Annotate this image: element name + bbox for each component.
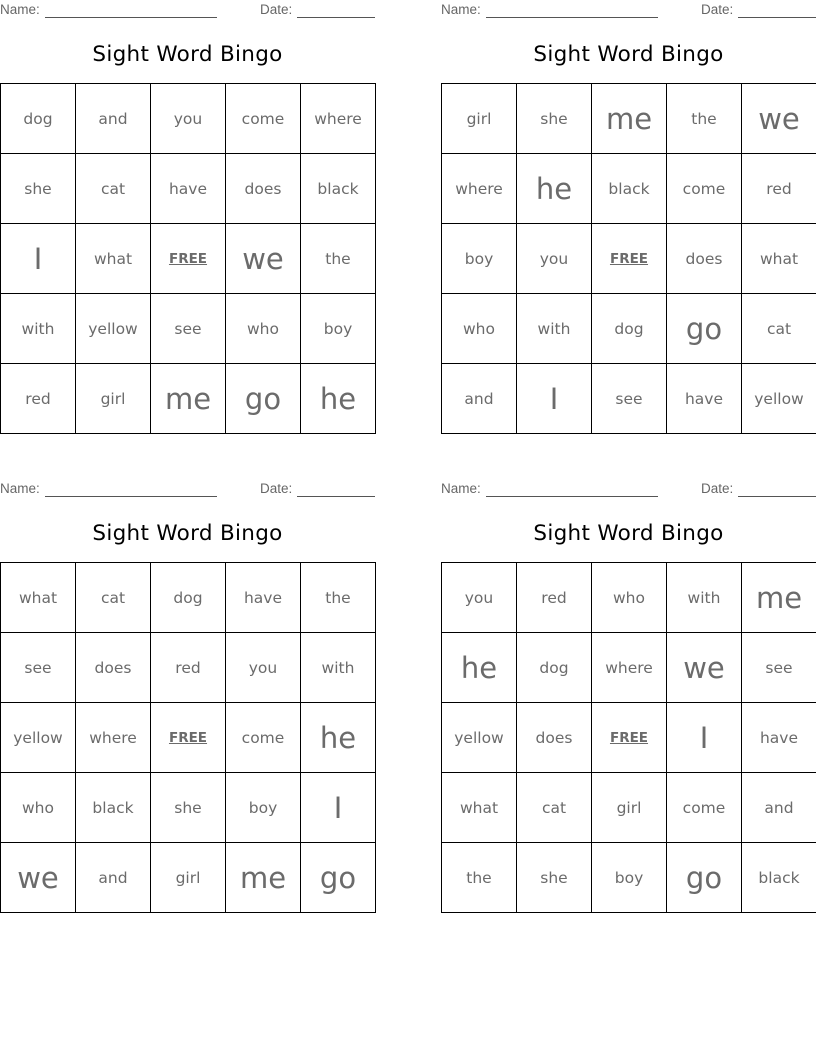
bingo-cell: see — [1, 633, 76, 703]
bingo-cell: red — [517, 563, 592, 633]
name-date-header — [441, 2, 816, 20]
bingo-cell: go — [301, 843, 376, 913]
bingo-cell: he — [517, 154, 592, 224]
bingo-cell: you — [517, 224, 592, 294]
date-label: Date: — [701, 481, 734, 496]
bingo-row — [442, 294, 816, 364]
bingo-row — [1, 294, 376, 364]
bingo-cell: he — [442, 633, 517, 703]
bingo-grid — [441, 83, 816, 434]
bingo-cell: the — [301, 563, 376, 633]
bingo-cell: cat — [742, 294, 816, 364]
bingo-row — [442, 154, 816, 224]
bingo-cell: black — [76, 773, 151, 843]
bingo-cell: dog — [592, 294, 667, 364]
bingo-cell: red — [742, 154, 816, 224]
bingo-card — [441, 479, 816, 915]
bingo-cell: she — [517, 843, 592, 913]
bingo-row — [1, 84, 376, 154]
name-label: Name: — [0, 2, 40, 17]
date-line — [738, 496, 816, 497]
bingo-row — [442, 224, 816, 294]
bingo-cell: me — [151, 364, 226, 434]
bingo-row — [442, 843, 816, 913]
date-line — [738, 17, 816, 18]
bingo-cell: the — [442, 843, 517, 913]
bingo-row — [1, 224, 376, 294]
bingo-cell: I — [301, 773, 376, 843]
free-space: FREE — [592, 703, 667, 773]
bingo-cell: with — [1, 294, 76, 364]
bingo-cell: we — [226, 224, 301, 294]
bingo-cell: he — [301, 364, 376, 434]
bingo-row — [1, 633, 376, 703]
bingo-cell: we — [742, 84, 816, 154]
name-date-header — [0, 481, 375, 499]
bingo-cell: have — [226, 563, 301, 633]
bingo-row — [1, 563, 376, 633]
bingo-cell: and — [742, 773, 816, 843]
bingo-card — [441, 0, 816, 436]
bingo-row — [1, 154, 376, 224]
bingo-cell: go — [667, 294, 742, 364]
bingo-row — [442, 364, 816, 434]
bingo-cell: who — [226, 294, 301, 364]
bingo-cell: she — [517, 84, 592, 154]
bingo-cell: what — [1, 563, 76, 633]
card-title: Sight Word Bingo — [533, 521, 724, 546]
bingo-cell: where — [301, 84, 376, 154]
bingo-cell: black — [592, 154, 667, 224]
bingo-cell: boy — [226, 773, 301, 843]
bingo-cell: black — [301, 154, 376, 224]
free-space: FREE — [592, 224, 667, 294]
name-date-header — [441, 481, 816, 499]
bingo-row — [1, 703, 376, 773]
bingo-cell: I — [517, 364, 592, 434]
bingo-row — [442, 773, 816, 843]
bingo-cell: red — [1, 364, 76, 434]
bingo-cell: what — [76, 224, 151, 294]
bingo-cell: you — [151, 84, 226, 154]
name-label: Name: — [441, 481, 481, 496]
bingo-cell: you — [442, 563, 517, 633]
bingo-cell: black — [742, 843, 816, 913]
bingo-cell: she — [1, 154, 76, 224]
card-title: Sight Word Bingo — [533, 42, 724, 67]
bingo-cell: who — [1, 773, 76, 843]
card-title: Sight Word Bingo — [92, 42, 283, 67]
name-line — [45, 17, 217, 18]
bingo-cell: with — [301, 633, 376, 703]
bingo-cell: the — [301, 224, 376, 294]
bingo-cell: dog — [1, 84, 76, 154]
bingo-cell: what — [442, 773, 517, 843]
bingo-cell: come — [226, 84, 301, 154]
free-space: FREE — [151, 703, 226, 773]
bingo-cell: and — [76, 84, 151, 154]
bingo-row — [442, 703, 816, 773]
bingo-cell: go — [667, 843, 742, 913]
bingo-cell: me — [226, 843, 301, 913]
bingo-cell: what — [742, 224, 816, 294]
bingo-cell: have — [151, 154, 226, 224]
bingo-cell: where — [442, 154, 517, 224]
bingo-cell: dog — [151, 563, 226, 633]
bingo-cell: boy — [592, 843, 667, 913]
bingo-cell: see — [592, 364, 667, 434]
bingo-cell: we — [1, 843, 76, 913]
bingo-cell: the — [667, 84, 742, 154]
bingo-grid — [0, 562, 376, 913]
date-label: Date: — [701, 2, 734, 17]
bingo-row — [442, 84, 816, 154]
bingo-cell: have — [667, 364, 742, 434]
name-label: Name: — [0, 481, 40, 496]
name-line — [486, 17, 658, 18]
bingo-row — [1, 364, 376, 434]
free-space: FREE — [151, 224, 226, 294]
bingo-cell: boy — [442, 224, 517, 294]
bingo-cell: cat — [517, 773, 592, 843]
bingo-cell: where — [592, 633, 667, 703]
bingo-cell: dog — [517, 633, 592, 703]
bingo-cell: girl — [592, 773, 667, 843]
bingo-cell: yellow — [1, 703, 76, 773]
bingo-row — [442, 633, 816, 703]
bingo-cell: see — [151, 294, 226, 364]
bingo-cell: girl — [151, 843, 226, 913]
card-title: Sight Word Bingo — [92, 521, 283, 546]
name-line — [486, 496, 658, 497]
bingo-cell: with — [517, 294, 592, 364]
name-line — [45, 496, 217, 497]
bingo-cell: does — [76, 633, 151, 703]
bingo-cell: we — [667, 633, 742, 703]
bingo-cell: who — [592, 563, 667, 633]
bingo-cell: does — [226, 154, 301, 224]
bingo-cell: and — [442, 364, 517, 434]
date-label: Date: — [260, 481, 293, 496]
bingo-cell: with — [667, 563, 742, 633]
bingo-cell: does — [667, 224, 742, 294]
bingo-cell: yellow — [442, 703, 517, 773]
bingo-row — [442, 563, 816, 633]
bingo-cell: and — [76, 843, 151, 913]
bingo-cell: yellow — [76, 294, 151, 364]
bingo-cell: I — [667, 703, 742, 773]
bingo-cell: he — [301, 703, 376, 773]
bingo-cell: go — [226, 364, 301, 434]
bingo-row — [1, 843, 376, 913]
bingo-cell: cat — [76, 563, 151, 633]
name-label: Name: — [441, 2, 481, 17]
bingo-cell: have — [742, 703, 816, 773]
bingo-cell: where — [76, 703, 151, 773]
bingo-grid — [0, 83, 376, 434]
bingo-cell: does — [517, 703, 592, 773]
bingo-cell: girl — [76, 364, 151, 434]
bingo-grid — [441, 562, 816, 913]
bingo-cell: red — [151, 633, 226, 703]
bingo-cell: me — [742, 563, 816, 633]
date-line — [297, 17, 375, 18]
bingo-cell: you — [226, 633, 301, 703]
bingo-row — [1, 773, 376, 843]
name-date-header — [0, 2, 375, 20]
bingo-card — [0, 479, 375, 915]
bingo-cell: who — [442, 294, 517, 364]
bingo-cell: I — [1, 224, 76, 294]
bingo-cell: girl — [442, 84, 517, 154]
bingo-cell: cat — [76, 154, 151, 224]
date-line — [297, 496, 375, 497]
date-label: Date: — [260, 2, 293, 17]
bingo-cell: me — [592, 84, 667, 154]
bingo-cell: come — [667, 154, 742, 224]
bingo-cell: she — [151, 773, 226, 843]
bingo-card — [0, 0, 375, 436]
bingo-cell: come — [667, 773, 742, 843]
bingo-cell: boy — [301, 294, 376, 364]
bingo-cell: yellow — [742, 364, 816, 434]
bingo-cell: see — [742, 633, 816, 703]
bingo-cell: come — [226, 703, 301, 773]
